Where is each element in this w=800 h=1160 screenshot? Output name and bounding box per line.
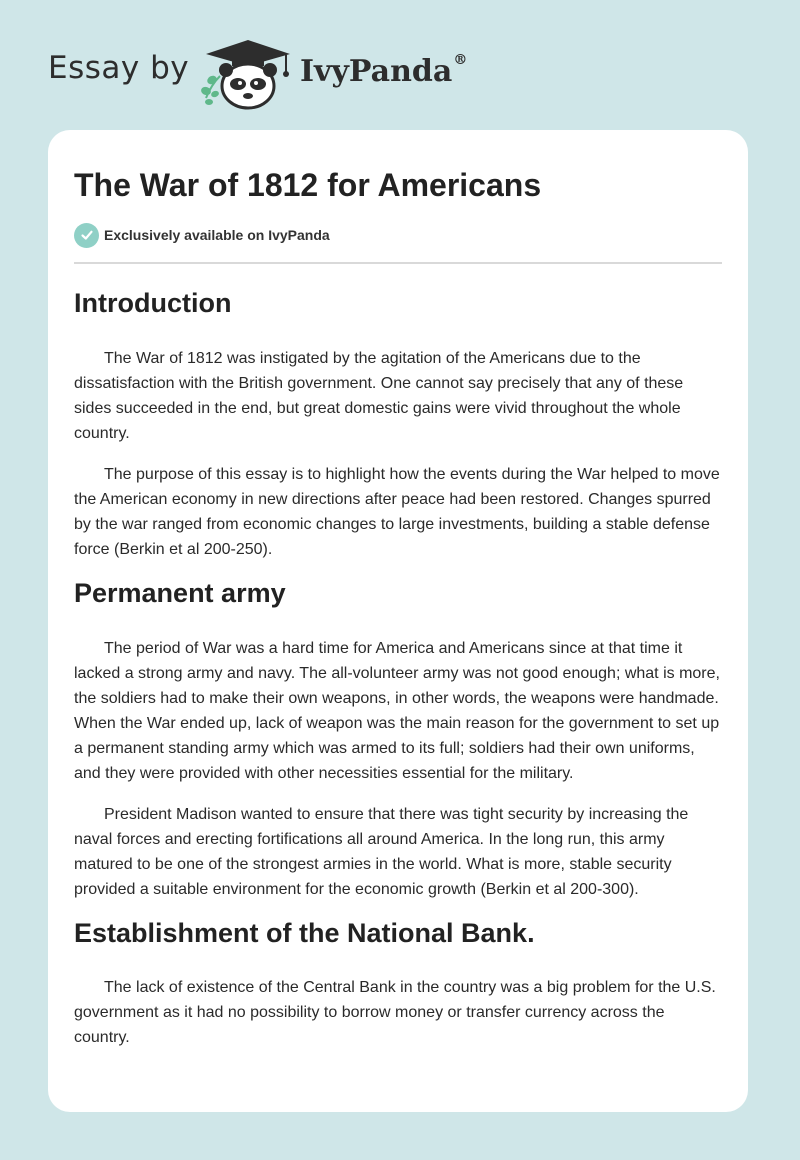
- essay-title: The War of 1812 for Americans: [74, 167, 542, 203]
- site-header: [0, 0, 800, 130]
- registered-mark: ®: [453, 52, 468, 68]
- panda-graduate-logo-icon[interactable]: [198, 36, 294, 110]
- exclusive-badge: [74, 222, 722, 248]
- exclusive-badge-text: Exclusively available on IvyPanda: [104, 227, 330, 244]
- brand-name[interactable]: [300, 54, 467, 89]
- paragraph: The lack of existence of the Central Bank in the country was a big problem for the U.S. government as it had no possibility to borrow money or transfer currency across the country.: [74, 978, 716, 1046]
- section-heading-national-bank: Establishment of the National Bank.: [74, 917, 535, 948]
- brand-text: IvyPanda: [300, 54, 453, 89]
- section-heading-introduction: Introduction: [74, 288, 232, 319]
- essay-by-label: Essay by: [48, 50, 190, 86]
- title-divider: [74, 262, 722, 264]
- paragraph: The War of 1812 was instigated by the agitation of the Americans due to the dissatisfaction with the British government. One cannot say precisely that any of these sides succeeded in the end, but great domestic gains were vivid throughout the whole country.: [74, 350, 684, 443]
- section-heading-permanent-army: Permanent army: [74, 578, 286, 609]
- check-circle-icon: [74, 223, 99, 248]
- paragraph: The purpose of this essay is to highlight how the events during the War helped to move the American economy in new directions after peace had been restored. Changes spurred by the war ranged from economic changes to large investments, building a stable defense force (Berkin et al 200-250).: [74, 466, 720, 559]
- essay-card: [48, 130, 748, 1112]
- paragraph: The period of War was a hard time for America and Americans since at that time it lacked a strong army and navy. The all-volunteer army was not good enough; what is more, the soldiers had to make their own weapons, in other words, the weapons were handmade. When the War ended up, lack of weapon was the main reason for the government to set up a permanent standing army which was armed to its full; soldiers had their own uniforms, and they were provided with other necessities essential for the military.: [74, 639, 720, 782]
- paragraph: President Madison wanted to ensure that there was tight security by increasing the naval forces and erecting fortifications all around America. In the long run, this army matured to be one of the strongest armies in the world. What is more, stable security provided a suitable environment for the economic growth (Berkin et al 200-300).: [74, 805, 689, 898]
